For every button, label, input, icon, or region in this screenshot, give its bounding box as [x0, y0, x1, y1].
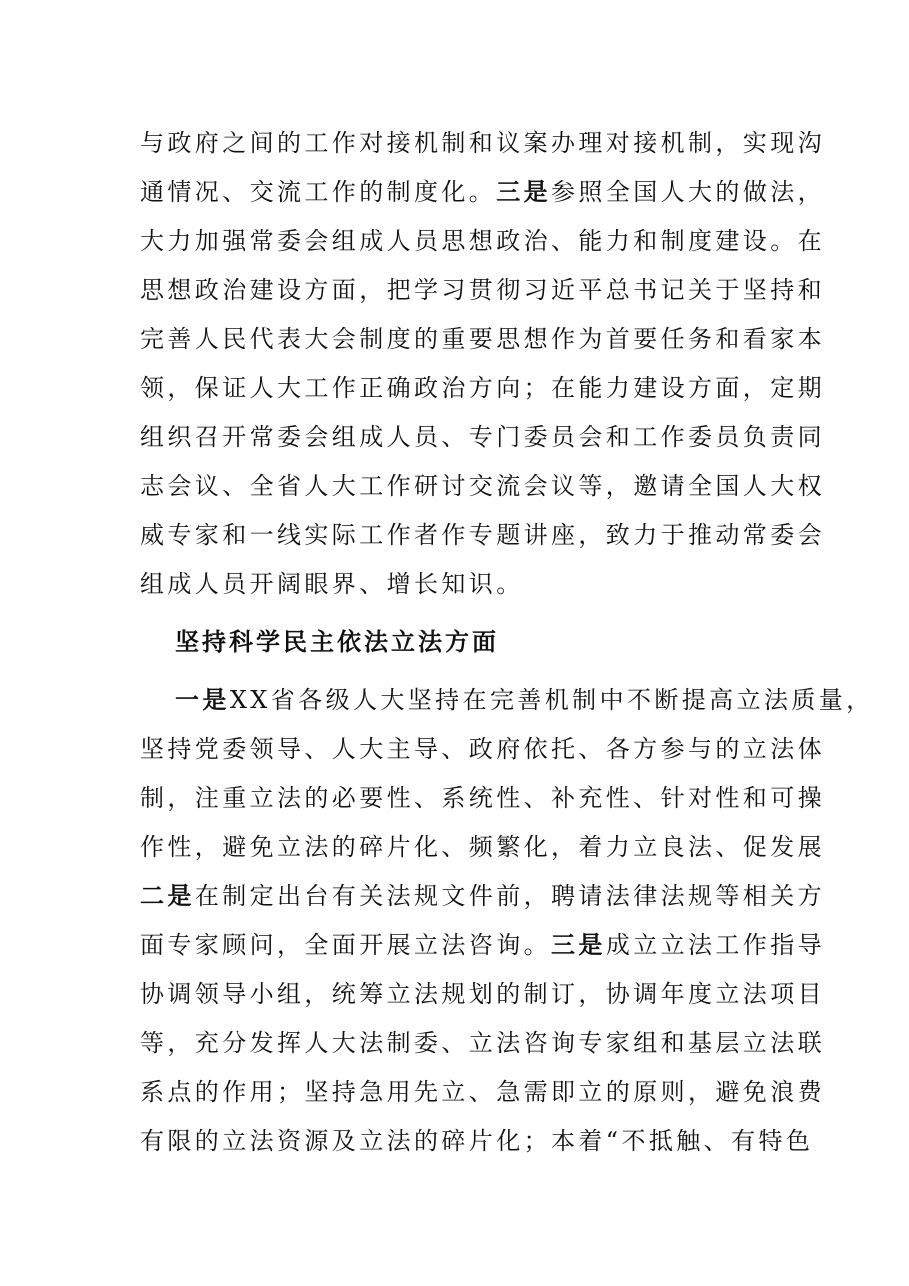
body-text-line: 与政府之间的工作对接机制和议案办理对接机制，实现沟 [140, 129, 825, 157]
section-heading: 坚持科学民主依法立法方面 [175, 627, 499, 656]
body-text-line: 有限的立法资源及立法的碎片化；本着“不抵触、有特色 [140, 1127, 814, 1155]
body-text-line: 威专家和一线实际工作者作专题讲座，致力于推动常委会 [140, 521, 825, 549]
body-text-line: 二是在制定出台有关法规文件前，聘请法律法规等相关方 [140, 881, 826, 910]
body-text-line: 通情况、交流工作的制度化。三是参照全国人大的做法， [140, 177, 826, 206]
body-text-line: 完善人民代表大会制度的重要思想作为首要任务和看家本 [140, 325, 825, 353]
body-text-line: 面专家顾问，全面开展立法咨询。三是成立立法工作指导 [140, 930, 826, 959]
bold-keyword: 三是 [551, 930, 606, 959]
body-text-line: 坚持党委领导、人大主导、政府依托、各方参与的立法体 [140, 735, 825, 763]
bold-keyword: 三是 [496, 177, 552, 206]
body-text-line: 领，保证人大工作正确政治方向；在能力建设方面，定期 [140, 374, 825, 402]
body-text-line: 大力加强常委会组成人员思想政治、能力和制度建设。在 [140, 227, 825, 255]
bold-keyword: 二是 [140, 881, 195, 910]
body-text-line: 志会议、全省人大工作研讨交流会议等，邀请全国人大权 [140, 472, 825, 500]
body-text-line: 作性，避免立法的碎片化、频繁化，着力立良法、促发展 [140, 833, 825, 861]
body-text-line: 等，充分发挥人大法制委、立法咨询专家组和基层立法联 [140, 1029, 825, 1057]
body-text-line: 一是XX省各级人大坚持在完善机制中不断提高立法质量， [175, 685, 874, 714]
bold-keyword: 一是 [175, 685, 230, 714]
body-text-line: 组成人员开阔眼界、增长知识。 [140, 570, 524, 598]
body-text-line: 协调领导小组，统筹立法规划的制订，协调年度立法项目 [140, 980, 825, 1008]
body-text-line: 制，注重立法的必要性、系统性、补充性、针对性和可操 [140, 784, 825, 812]
body-text-line: 思想政治建设方面，把学习贯彻习近平总书记关于坚持和 [140, 276, 825, 304]
body-text-line: 系点的作用；坚持急用先立、急需即立的原则，避免浪费 [140, 1078, 825, 1106]
body-text-line: 组织召开常委会组成人员、专门委员会和工作委员负责同 [140, 423, 825, 451]
